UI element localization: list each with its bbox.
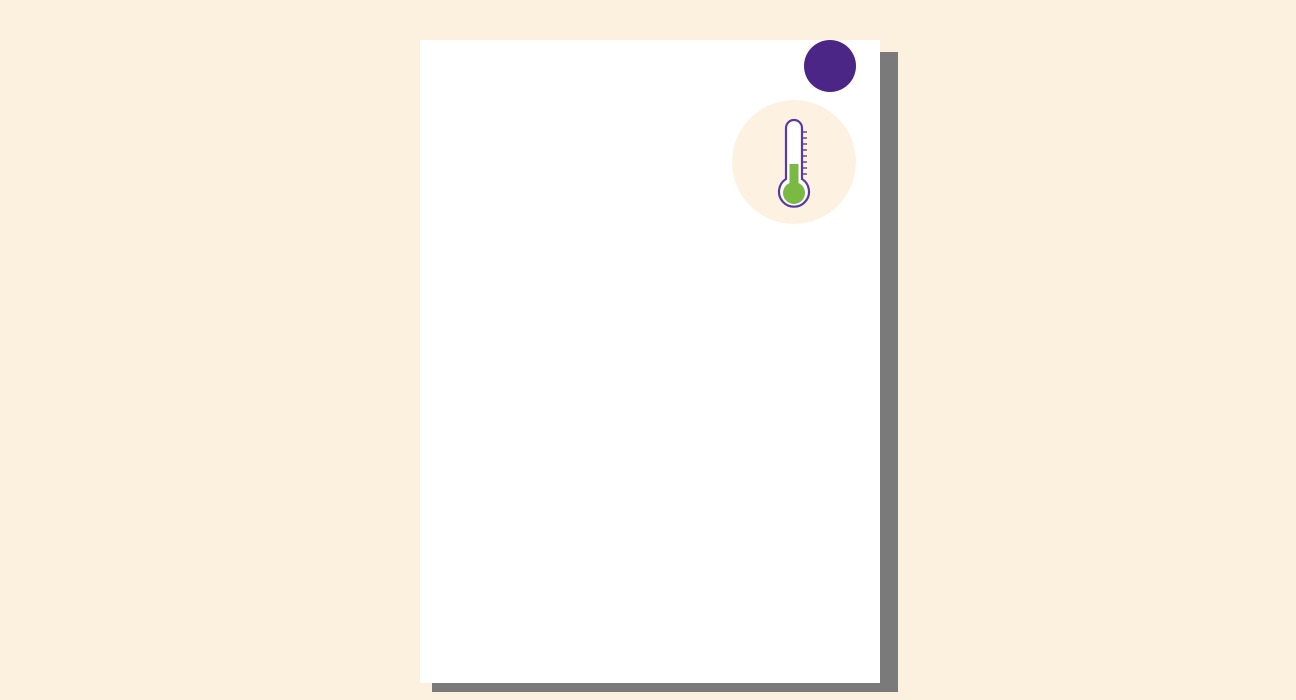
lullaby-trust-logo [804, 40, 856, 92]
document-page [420, 40, 880, 683]
thermometer-bulb [783, 182, 805, 204]
thermometer-illustration [732, 100, 856, 224]
thermometer-icon [732, 100, 856, 224]
